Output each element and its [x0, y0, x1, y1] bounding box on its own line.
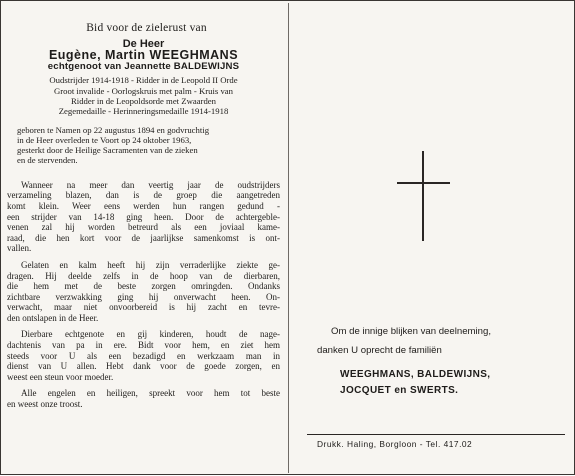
family-names — [340, 367, 490, 399]
text-line: raad, die hen kort voor de jaarlijkse samenkomst is ont- — [7, 232, 280, 243]
honours-line: Groot invalide - Oorlogskruis met palm - Kruis van — [53, 85, 234, 96]
paragraph-family — [7, 329, 280, 382]
life-dates-block — [7, 125, 280, 166]
right-panel — [291, 1, 575, 476]
text-line: Wanneer na meer dan veertig jaar de oudstrijders — [21, 179, 280, 190]
paragraph-prayer — [7, 388, 280, 409]
prayer-header: Bid voor de zielerust van — [86, 22, 207, 34]
thanks-line: danken U oprecht de familiën — [317, 345, 442, 356]
dates-line: geboren te Namen op 22 augustus 1894 en godvruchtig — [17, 124, 210, 135]
text-line: Dierbare echtgenote en gij kinderen, houdt de nage- — [21, 329, 280, 340]
honours-line: Zegemedaille - Herinneringsmedaille 1914-1918 — [58, 106, 229, 117]
text-line: dachtenis van pa in ere. Bidt voor hem, en ziet hem — [7, 340, 280, 351]
text-line: Gelaten en kalm heeft hij zijn verraderlijke ziekte ge- — [21, 259, 280, 270]
text-line: weest een steun voor moeder. — [7, 371, 114, 382]
paragraph-illness — [7, 260, 280, 324]
honorific-title: De Heer — [122, 37, 165, 50]
fold-line — [288, 3, 289, 473]
text-line: den ontslapen in de Heer. — [7, 312, 99, 323]
spouse-line: echtgenoot van Jeannette BALDEWIJNS — [47, 60, 240, 72]
text-line: een strijder van 14-18 ging heen. Door de achtergeble- — [7, 211, 280, 222]
text-line: verzameling blazen, dan is de groep die aangetreden — [7, 190, 280, 201]
printer-imprint: Drukk. Haling, Borgloon - Tel. 417.02 — [317, 439, 473, 449]
text-line: steeds voor U als een bezadigd en werkzaam man in — [7, 350, 280, 361]
text-line: dienst van U allen. Hebt dank voor de goede zorgen, en — [7, 361, 280, 372]
text-line: verwacht, maar niet onvoorbereid is hij zacht en tevre- — [7, 302, 280, 313]
text-line: vallen. — [7, 243, 32, 254]
honours-line: Oudstrijder 1914-1918 - Ridder in de Leopold II Orde — [49, 75, 238, 86]
text-line: die hem met de beste zorgen omringden. Ondanks — [7, 281, 280, 292]
text-line: Alle engelen en heiligen, spreekt voor hem tot beste — [21, 388, 280, 399]
text-line: dragen. Hij deelde zelfs in de hoop van de dierbaren, — [7, 270, 280, 281]
thanks-line: Om de innige blijken van deelneming, — [331, 326, 491, 337]
family-line: JOCQUET en SWERTS. — [340, 385, 459, 396]
cross-vertical-bar — [422, 151, 424, 241]
paragraph-veterans — [7, 180, 280, 254]
text-line: venen zal hij worden betreurd als een joviaal kame- — [7, 222, 280, 233]
cross-horizontal-bar — [397, 182, 450, 184]
deceased-name: Eugène, Martin WEEGHMANS — [48, 48, 239, 63]
family-line: WEEGHMANS, BALDEWIJNS, — [340, 369, 491, 380]
dates-line: gesterkt door de Heilige Sacramenten van de zieken — [17, 145, 198, 156]
divider-rule — [307, 434, 565, 435]
dates-line: en de stervenden. — [17, 155, 78, 166]
honours-line: Ridder in de Leopoldsorde met Zwaarden — [71, 95, 216, 106]
text-line: komt klein. Weer eens werden hun rangen gedund - — [7, 200, 280, 211]
left-panel — [7, 23, 280, 416]
text-line: zichtbare verzwakking ging hij onverwacht heen. On- — [7, 291, 280, 302]
honours-block — [7, 75, 280, 116]
text-line: en weest onze troost. — [7, 399, 83, 410]
dates-line: in de Heer overleden te Voort op 24 oktober 1963, — [17, 134, 192, 145]
thanks-block — [309, 322, 569, 360]
